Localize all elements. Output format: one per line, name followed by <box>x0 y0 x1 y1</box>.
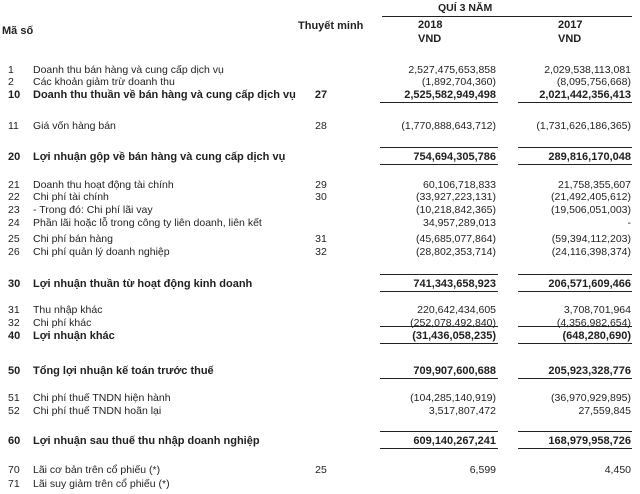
row-value-2018: (104,285,140,919) <box>410 392 496 404</box>
row-label: Chi phí thuế TNDN hoãn lại <box>33 405 162 417</box>
row-code: 11 <box>8 120 19 132</box>
year-2017-header: 2017 <box>558 19 583 31</box>
row-value-2018: (1,892,704,360) <box>421 76 496 88</box>
note-column-header: Thuyết minh <box>298 20 364 32</box>
currency-2018: VND <box>418 33 442 45</box>
row-value-2018: 3,517,807,472 <box>428 405 496 417</box>
row-label: Doanh thu hoạt động tài chính <box>33 179 174 191</box>
row-label: Chi phí bán hàng <box>33 233 113 245</box>
row-label: Doanh thu bán hàng và cung cấp dịch vụ <box>33 64 224 76</box>
row-value-2017: (1,731,626,186,365) <box>536 120 631 132</box>
row-code: 24 <box>8 217 20 229</box>
total-rule-top <box>380 274 498 275</box>
total-rule-bottom <box>380 102 498 103</box>
total-rule-top <box>518 274 632 275</box>
row-label: Lợi nhuận khác <box>33 330 115 342</box>
row-value-2017: (648,280,690) <box>562 330 631 342</box>
period-label: QUÍ 3 NĂM <box>438 2 493 14</box>
row-note: 28 <box>315 120 327 132</box>
row-code: 22 <box>8 191 20 203</box>
code-column-header: Mã số <box>2 25 34 37</box>
row-value-2017: (24,116,398,374) <box>551 246 631 258</box>
row-value-2018: (10,218,842,365) <box>416 204 496 216</box>
row-label: Lợi nhuận gộp về bán hàng và cung cấp dịch vụ <box>33 151 286 163</box>
row-value-2017: (4,356,982,654) <box>556 317 631 329</box>
row-label: Lợi nhuận sau thuế thu nhập doanh nghiệp <box>33 435 260 447</box>
total-rule-bottom <box>518 291 632 292</box>
row-code: 21 <box>8 179 20 191</box>
row-note: 31 <box>315 233 327 245</box>
row-value-2018: (28,802,353,714) <box>416 246 496 258</box>
row-code: 60 <box>8 435 21 447</box>
row-label: - Trong đó: Chi phí lãi vay <box>33 204 153 216</box>
row-code: 23 <box>8 204 20 216</box>
row-value-2018: 60,106,718,833 <box>423 179 496 191</box>
row-value-2017: 27,559,845 <box>578 405 631 417</box>
total-rule-bottom <box>380 343 498 344</box>
row-label: Tổng lợi nhuận kế toán trước thuế <box>33 365 214 377</box>
row-code: 31 <box>8 304 20 316</box>
total-rule-bottom <box>518 448 632 449</box>
row-note: 32 <box>315 246 327 258</box>
row-value-2017: 2,029,538,113,081 <box>544 64 631 76</box>
row-value-2017: (19,506,051,003) <box>551 204 631 216</box>
row-value-2017: (59,394,112,203) <box>551 233 631 245</box>
row-value-2018: 741,343,658,923 <box>413 278 496 290</box>
row-value-2018: 754,694,305,786 <box>413 151 496 163</box>
row-code: 71 <box>8 478 20 490</box>
row-code: 1 <box>8 64 14 76</box>
row-code: 40 <box>8 330 21 342</box>
row-label: Doanh thu thuần về bán hàng và cung cấp dịch vụ <box>33 89 296 101</box>
total-rule-bottom <box>380 291 498 292</box>
row-code: 70 <box>8 464 20 476</box>
row-value-2017: 168,979,958,726 <box>548 435 631 447</box>
row-note: 25 <box>315 464 327 476</box>
row-label: Lợi nhuận thuần từ hoạt động kinh doanh <box>33 278 253 290</box>
total-rule-bottom <box>518 102 632 103</box>
row-code: 10 <box>8 89 21 101</box>
total-rule-top <box>380 326 498 327</box>
total-rule-top <box>380 431 498 432</box>
row-value-2018: (33,927,223,131) <box>416 191 496 203</box>
row-value-2017: 205,923,328,776 <box>548 365 631 377</box>
total-rule-bottom <box>518 164 632 165</box>
row-value-2018: 220,642,434,605 <box>417 304 496 316</box>
total-rule-top <box>380 147 498 148</box>
currency-2017: VND <box>558 33 582 45</box>
row-code: 50 <box>8 365 21 377</box>
period-rule <box>382 16 632 17</box>
row-value-2018: 34,957,289,013 <box>423 217 496 229</box>
row-value-2017: 289,816,170,048 <box>548 151 631 163</box>
row-code: 25 <box>8 233 20 245</box>
row-value-2018: (252,078,492,840) <box>410 317 496 329</box>
row-code: 32 <box>8 317 20 329</box>
row-value-2017: 206,571,609,466 <box>548 278 631 290</box>
row-note: 29 <box>315 179 327 191</box>
row-value-2018: 709,907,600,688 <box>413 365 496 377</box>
total-rule-bottom <box>518 343 632 344</box>
year-2018-header: 2018 <box>418 19 443 31</box>
row-code: 30 <box>8 278 21 290</box>
row-label: Lãi suy giảm trên cổ phiếu (*) <box>33 478 170 490</box>
total-rule-bottom <box>380 378 498 379</box>
row-code: 26 <box>8 246 20 258</box>
row-label: Chi phí thuế TNDN hiện hành <box>33 392 171 404</box>
row-label: Phần lãi hoặc lỗ trong công ty liên doanh, liên kết <box>33 217 262 229</box>
row-code: 20 <box>8 151 21 163</box>
row-value-2017: 21,758,355,607 <box>558 179 631 191</box>
row-label: Chi phí tài chính <box>33 191 109 203</box>
row-value-2018: 2,527,475,653,858 <box>408 64 496 76</box>
row-code: 52 <box>8 405 20 417</box>
row-label: Lãi cơ bản trên cổ phiếu (*) <box>33 464 161 476</box>
row-value-2017: (8,095,756,668) <box>556 76 631 88</box>
total-rule-bottom <box>380 164 498 165</box>
row-label: Chi phí quản lý doanh nghiệp <box>33 246 170 258</box>
row-label: Thu nhập khác <box>33 304 103 316</box>
row-code: 2 <box>8 76 14 88</box>
row-value-2018: (45,685,077,864) <box>416 233 496 245</box>
row-value-2018: (1,770,888,643,712) <box>401 120 496 132</box>
total-rule-top <box>518 147 632 148</box>
row-value-2018: (31,436,058,235) <box>412 330 496 342</box>
row-value-2017: 2,021,442,356,413 <box>539 89 631 101</box>
row-value-2018: 609,140,267,241 <box>413 435 496 447</box>
row-value-2017: (21,492,405,612) <box>551 191 631 203</box>
row-label: Chi phí khác <box>33 317 92 329</box>
row-value-2017: 4,450 <box>604 464 631 476</box>
row-label: Giá vốn hàng bán <box>33 120 116 132</box>
total-rule-top <box>518 431 632 432</box>
total-rule-top <box>518 326 632 327</box>
total-rule-bottom <box>518 378 632 379</box>
row-value-2017: - <box>627 217 631 229</box>
total-rule-bottom <box>380 448 498 449</box>
row-value-2017: (36,970,929,895) <box>551 392 631 404</box>
row-value-2018: 6,599 <box>469 464 496 476</box>
row-code: 51 <box>8 392 20 404</box>
row-note: 30 <box>315 191 327 203</box>
row-label: Các khoản giảm trừ doanh thu <box>33 76 175 88</box>
row-value-2017: 3,708,701,964 <box>563 304 631 316</box>
row-value-2018: 2,525,582,949,498 <box>404 89 496 101</box>
row-note: 27 <box>314 89 328 101</box>
